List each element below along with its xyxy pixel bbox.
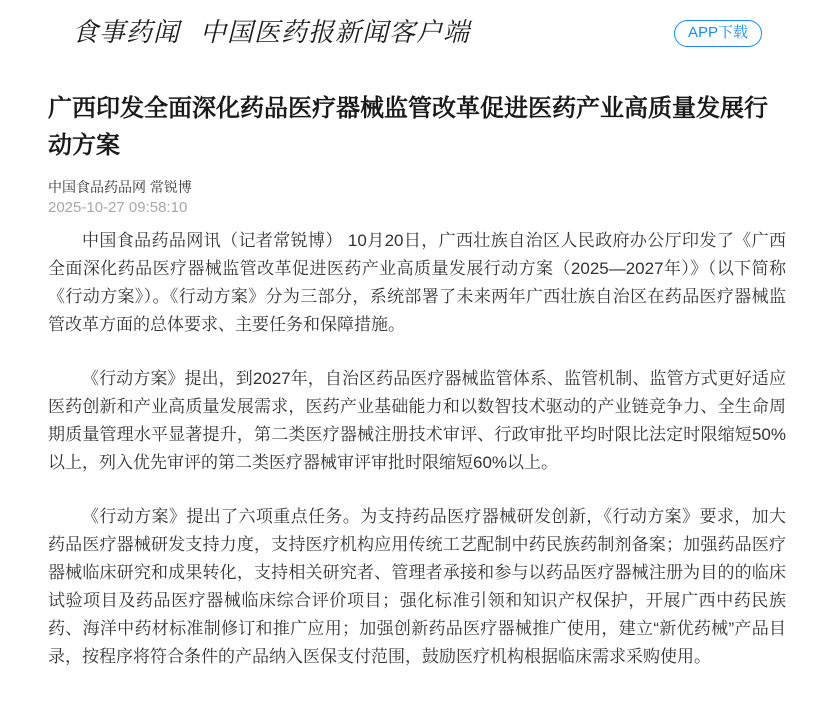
brand-title (72, 16, 470, 50)
publish-timestamp: 2025-10-27 09:58:10 (48, 199, 188, 216)
article-source: 中国食品药品网 常锐博 (48, 179, 192, 195)
app-header (0, 0, 832, 50)
brand-secondary-label: 中国医药报新闻客户端 (200, 18, 471, 48)
article-paragraph: 中国食品药品网讯（记者常锐博） 10月20日，广西壮族自治区人民政府办公厅印发了《广西全面深化药品医疗器械监管改革促进医药产业高质量发展行动方案（2025—2027年）》（以下简称《行动方案》）。《行动方案》分为三部分，系统部署了未来两年广西壮族自治区在药品医疗器械监管改革方面的总体要求、主要任务和保障措施。 (48, 231, 786, 334)
article-content (48, 227, 786, 671)
article-paragraph: 《行动方案》提出，到2027年，自治区药品医疗器械监管体系、监管机制、监管方式更好适应医药创新和产业高质量发展需求，医药产业基础能力和以数智技术驱动的产业链竞争力、全生命周期质量管理水平显著提升，第二类医疗器械注册技术审评、行政审批平均时限比法定时限缩短50%以上，列入优先审评的第二类医疗器械审评审批时限缩短60%以上。 (48, 369, 786, 472)
brand-primary-label: 食事药闻 (72, 18, 181, 48)
app-download-button[interactable]: APP下载 (674, 20, 762, 47)
article-title: 广西印发全面深化药品医疗器械监管改革促进医药产业高质量发展行动方案 (48, 95, 768, 159)
article-paragraph: 《行动方案》提出了六项重点任务。为支持药品医疗器械研发创新，《行动方案》要求，加大药品医疗器械研发支持力度，支持医疗机构应用传统工艺配制中药民族药制剂备案；加强药品医疗器械临床研究和成果转化，支持相关研究者、管理者承接和参与以药品医疗器械注册为目的的临床试验项目及药品医疗器械临床综合评价项目；强化标准引领和知识产权保护，开展广西中药民族药、海洋中药材标准制修订和推广应用；加强创新药品医疗器械推广使用，建立“新优药械”产品目录，按程序将符合条件的产品纳入医保支付范围，鼓励医疗机构根据临床需求采购使用。 (48, 507, 786, 666)
article-body (48, 90, 786, 671)
